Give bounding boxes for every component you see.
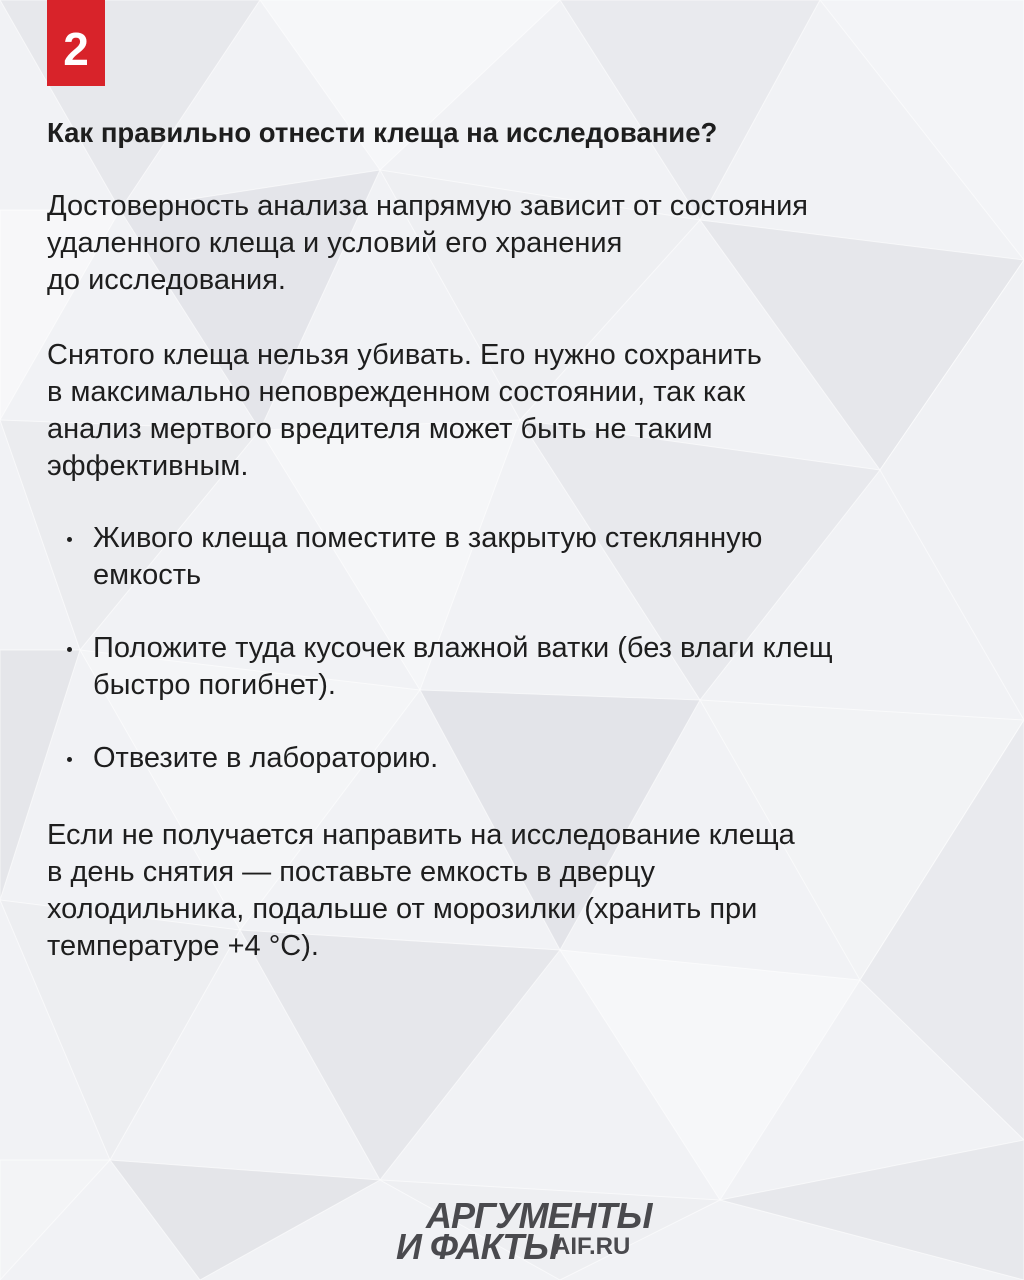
- instruction-list: [47, 520, 987, 777]
- list-item-line: емкость: [93, 559, 202, 591]
- slide-heading: Как правильно отнести клеща на исследование?: [47, 117, 718, 148]
- logo-line-top: АРГУМЕНТЫ: [426, 1195, 652, 1236]
- paragraph-line: Достоверность анализа напрямую зависит от состояния: [47, 190, 808, 222]
- list-item-line: Положите туда кусочек влажной ватки (без влаги клещ: [93, 632, 833, 664]
- paragraph-line: в максимально неповрежденном состоянии, так как: [47, 376, 746, 408]
- paragraph-reliability: [47, 188, 987, 299]
- paragraph-do-not-kill: [47, 337, 987, 485]
- slide-number: 2: [63, 23, 89, 75]
- paragraph-line: анализ мертвого вредителя может быть не таким: [47, 413, 713, 445]
- paragraph-line: холодильника, подальше от морозилки (хранить при: [47, 893, 758, 925]
- list-item: [47, 520, 987, 594]
- paragraph-line: удаленного клеща и условий его хранения: [47, 227, 623, 259]
- list-item: [47, 630, 987, 704]
- list-item-line: Отвезите в лабораторию.: [93, 742, 439, 774]
- logo-site: AIF.RU: [553, 1233, 631, 1260]
- paragraph-line: температуре +4 °С).: [47, 930, 319, 962]
- paragraph-line: Снятого клеща нельзя убивать. Его нужно сохранить: [47, 339, 762, 371]
- paragraph-line: до исследования.: [47, 264, 286, 296]
- list-item-line: быстро погибнет).: [93, 669, 336, 701]
- logo-line-bottom: И ФАКТЫ: [396, 1226, 559, 1267]
- paragraph-storage: [47, 817, 987, 965]
- aif-logo: [396, 1195, 666, 1267]
- list-item-line: Живого клеща поместите в закрытую стеклянную: [93, 522, 763, 554]
- paragraph-line: Если не получается направить на исследование клеща: [47, 819, 795, 851]
- list-item: [47, 740, 987, 777]
- paragraph-line: эффективным.: [47, 450, 249, 482]
- paragraph-line: в день снятия — поставьте емкость в дверцу: [47, 856, 656, 888]
- slide-number-badge: [47, 0, 105, 86]
